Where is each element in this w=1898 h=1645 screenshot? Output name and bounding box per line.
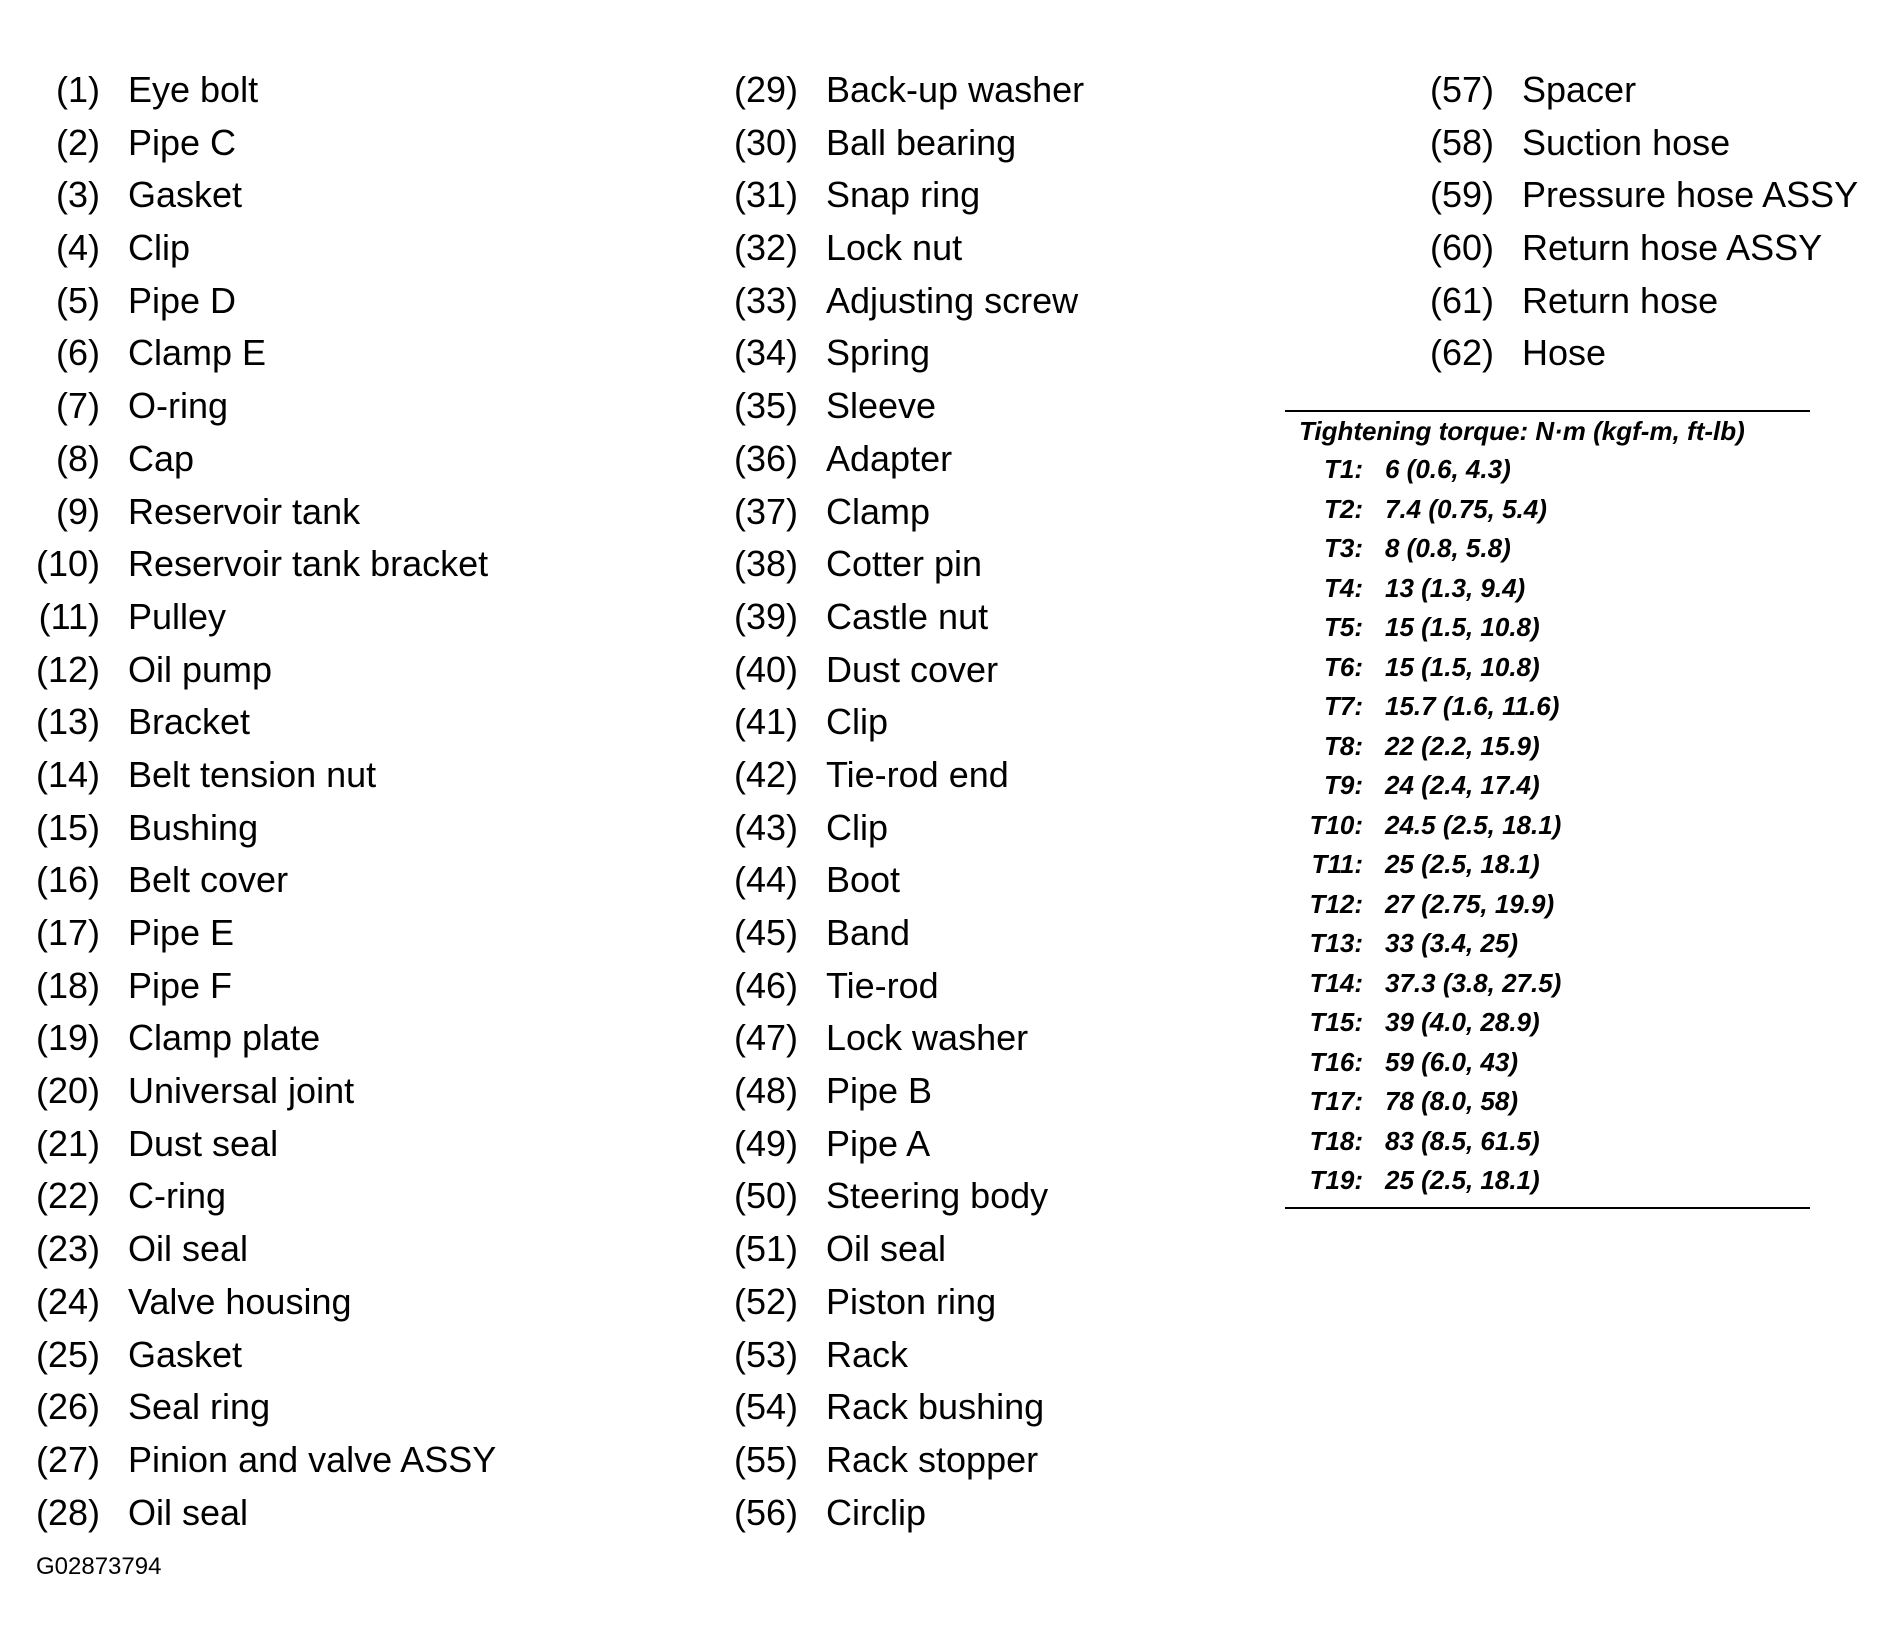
torque-row bbox=[1285, 845, 1810, 885]
part-number: (47) bbox=[733, 1017, 798, 1059]
part-number: (27) bbox=[35, 1438, 100, 1480]
part-row bbox=[30, 1487, 670, 1540]
torque-value: 25 (2.5, 18.1) bbox=[1385, 849, 1540, 879]
part-row bbox=[30, 591, 670, 644]
part-number: (2) bbox=[56, 121, 100, 163]
part-name: Clip bbox=[128, 227, 191, 269]
torque-key: T7: bbox=[1324, 691, 1363, 721]
part-name: Oil seal bbox=[826, 1228, 947, 1270]
torque-row bbox=[1285, 608, 1810, 648]
torque-key: T18: bbox=[1309, 1125, 1363, 1156]
part-row bbox=[1424, 117, 1894, 170]
part-row bbox=[728, 380, 1368, 433]
torque-key: T14: bbox=[1309, 967, 1363, 998]
part-row bbox=[30, 486, 670, 539]
part-number: (40) bbox=[733, 648, 798, 690]
part-name: Cotter pin bbox=[826, 543, 983, 585]
part-name: Sleeve bbox=[826, 385, 937, 427]
part-number: (36) bbox=[733, 437, 798, 479]
part-number: (24) bbox=[35, 1280, 100, 1322]
part-name: Cap bbox=[128, 437, 195, 479]
part-name: C-ring bbox=[128, 1175, 227, 1217]
part-row bbox=[30, 117, 670, 170]
torque-row bbox=[1285, 964, 1810, 1004]
part-name: Pipe B bbox=[826, 1070, 933, 1112]
part-name: Oil seal bbox=[128, 1491, 249, 1533]
part-number: (61) bbox=[1429, 279, 1494, 321]
torque-value: 7.4 (0.75, 5.4) bbox=[1385, 493, 1547, 524]
part-number: (9) bbox=[56, 490, 100, 532]
part-number: (31) bbox=[733, 174, 798, 216]
torque-value: 6 (0.6, 4.3) bbox=[1385, 454, 1511, 484]
part-number: (55) bbox=[733, 1438, 798, 1480]
torque-value: 59 (6.0, 43) bbox=[1385, 1046, 1518, 1077]
torque-row bbox=[1285, 687, 1810, 727]
part-name: Tie-rod bbox=[826, 964, 939, 1006]
torque-value: 22 (2.2, 15.9) bbox=[1385, 730, 1540, 761]
part-name: Snap ring bbox=[826, 174, 981, 216]
part-row bbox=[30, 1118, 670, 1171]
part-name: Oil pump bbox=[128, 648, 273, 690]
part-row bbox=[30, 1434, 670, 1487]
torque-value: 39 (4.0, 28.9) bbox=[1385, 1007, 1540, 1037]
part-number: (29) bbox=[733, 69, 798, 110]
torque-key: T8: bbox=[1324, 730, 1363, 761]
part-number: (37) bbox=[733, 490, 798, 532]
part-name: Pinion and valve ASSY bbox=[128, 1438, 497, 1480]
part-name: Bracket bbox=[128, 701, 251, 743]
part-name: Pipe F bbox=[128, 964, 233, 1006]
part-number: (33) bbox=[733, 279, 798, 321]
torque-value: 33 (3.4, 25) bbox=[1385, 928, 1518, 958]
part-name: Gasket bbox=[128, 174, 243, 216]
part-number: (26) bbox=[35, 1386, 100, 1428]
torque-key: T9: bbox=[1324, 770, 1363, 800]
torque-key: T5: bbox=[1324, 612, 1363, 642]
torque-key: T10: bbox=[1309, 809, 1363, 840]
torque-key: T2: bbox=[1324, 493, 1363, 524]
part-row bbox=[728, 1329, 1368, 1382]
part-name: Circlip bbox=[826, 1491, 927, 1533]
torque-key: T16: bbox=[1309, 1046, 1363, 1077]
torque-value: 83 (8.5, 61.5) bbox=[1385, 1125, 1540, 1156]
part-name: Belt cover bbox=[128, 859, 289, 901]
part-number: (15) bbox=[35, 806, 100, 848]
torque-row bbox=[1285, 1043, 1810, 1083]
part-name: Band bbox=[826, 912, 911, 953]
part-number: (16) bbox=[35, 859, 100, 901]
part-number: (38) bbox=[733, 543, 798, 585]
part-number: (19) bbox=[35, 1017, 100, 1059]
part-name: Adapter bbox=[826, 437, 953, 479]
part-number: (11) bbox=[38, 595, 100, 637]
part-number: (62) bbox=[1429, 332, 1494, 374]
part-name: Dust seal bbox=[128, 1122, 279, 1164]
part-number: (14) bbox=[35, 753, 100, 795]
torque-value: 13 (1.3, 9.4) bbox=[1385, 572, 1526, 603]
part-row bbox=[728, 960, 1368, 1013]
part-number: (59) bbox=[1429, 174, 1494, 216]
part-row bbox=[30, 275, 670, 328]
part-row bbox=[30, 433, 670, 486]
part-row bbox=[728, 1276, 1368, 1329]
torque-row bbox=[1285, 1161, 1810, 1201]
part-row bbox=[728, 1434, 1368, 1487]
torque-key: T1: bbox=[1324, 454, 1363, 484]
part-name: Return hose bbox=[1522, 279, 1719, 321]
torque-row bbox=[1285, 1122, 1810, 1162]
torque-key: T15: bbox=[1309, 1007, 1363, 1037]
part-number: (17) bbox=[35, 912, 100, 953]
torque-row bbox=[1285, 727, 1810, 767]
part-name: Rack bushing bbox=[826, 1386, 1045, 1428]
torque-row bbox=[1285, 529, 1810, 569]
part-name: Ball bearing bbox=[826, 121, 1017, 163]
part-row bbox=[728, 169, 1368, 222]
part-name: Pulley bbox=[128, 595, 227, 637]
part-row bbox=[728, 486, 1368, 539]
part-name: Clip bbox=[826, 701, 889, 743]
torque-key: T19: bbox=[1309, 1165, 1363, 1195]
part-name: Clamp plate bbox=[128, 1017, 321, 1059]
part-row bbox=[30, 538, 670, 591]
part-name: Reservoir tank bbox=[128, 490, 361, 532]
torque-value: 8 (0.8, 5.8) bbox=[1385, 533, 1511, 563]
torque-row bbox=[1285, 1003, 1810, 1043]
part-row bbox=[1424, 64, 1894, 117]
torque-value: 24.5 (2.5, 18.1) bbox=[1385, 809, 1562, 840]
part-number: (50) bbox=[733, 1175, 798, 1217]
part-name: Back-up washer bbox=[826, 69, 1085, 110]
torque-value: 25 (2.5, 18.1) bbox=[1385, 1165, 1540, 1195]
part-number: (12) bbox=[35, 648, 100, 690]
part-name: Rack bbox=[826, 1333, 909, 1375]
torque-value: 15 (1.5, 10.8) bbox=[1385, 612, 1540, 642]
part-row bbox=[728, 327, 1368, 380]
part-name: Dust cover bbox=[826, 648, 999, 690]
part-row bbox=[30, 644, 670, 697]
part-row bbox=[728, 538, 1368, 591]
part-name: Belt tension nut bbox=[128, 753, 377, 795]
part-row bbox=[30, 854, 670, 907]
part-number: (18) bbox=[35, 964, 100, 1006]
part-number: (7) bbox=[56, 385, 100, 427]
part-row bbox=[30, 1276, 670, 1329]
part-number: (22) bbox=[35, 1175, 100, 1217]
part-name: Eye bolt bbox=[128, 69, 259, 110]
figure-id: G02873794 bbox=[36, 1553, 162, 1580]
part-number: (52) bbox=[733, 1280, 798, 1322]
part-row bbox=[30, 380, 670, 433]
part-row bbox=[30, 749, 670, 802]
torque-row bbox=[1285, 885, 1810, 925]
part-number: (49) bbox=[733, 1122, 798, 1164]
torque-key: T17: bbox=[1309, 1086, 1363, 1116]
part-name: Lock washer bbox=[826, 1017, 1029, 1059]
part-row bbox=[30, 1012, 670, 1065]
part-number: (1) bbox=[56, 69, 100, 110]
part-name: Tie-rod end bbox=[826, 753, 1009, 795]
part-name: Pipe D bbox=[128, 279, 237, 321]
part-name: Oil seal bbox=[128, 1228, 249, 1270]
part-row bbox=[728, 696, 1368, 749]
part-number: (30) bbox=[733, 121, 798, 163]
part-row bbox=[728, 275, 1368, 328]
part-row bbox=[728, 1118, 1368, 1171]
part-row bbox=[728, 433, 1368, 486]
part-name: Piston ring bbox=[826, 1280, 997, 1322]
part-number: (25) bbox=[35, 1333, 100, 1375]
part-name: Hose bbox=[1522, 332, 1607, 374]
part-row bbox=[30, 696, 670, 749]
torque-row bbox=[1285, 490, 1810, 530]
part-name: Pressure hose ASSY bbox=[1522, 174, 1859, 216]
torque-table-title: Tightening torque: N·m (kgf-m, ft-lb) bbox=[1299, 416, 1745, 446]
part-row bbox=[30, 802, 670, 855]
part-name: Castle nut bbox=[826, 595, 989, 637]
part-number: (13) bbox=[35, 701, 100, 743]
part-number: (41) bbox=[733, 701, 798, 743]
part-row bbox=[728, 1223, 1368, 1276]
part-name: Pipe E bbox=[128, 912, 235, 953]
part-name: Boot bbox=[826, 859, 901, 901]
part-row bbox=[30, 1381, 670, 1434]
part-row bbox=[30, 222, 670, 275]
part-number: (54) bbox=[733, 1386, 798, 1428]
torque-row bbox=[1285, 1082, 1810, 1122]
part-number: (35) bbox=[733, 385, 798, 427]
part-row bbox=[30, 169, 670, 222]
part-row bbox=[728, 1381, 1368, 1434]
part-row bbox=[30, 1223, 670, 1276]
part-name: Return hose ASSY bbox=[1522, 227, 1823, 269]
part-row bbox=[728, 854, 1368, 907]
part-name: Clamp bbox=[826, 490, 931, 532]
parts-column-1 bbox=[30, 64, 670, 1539]
torque-row bbox=[1285, 924, 1810, 964]
part-name: Pipe C bbox=[128, 121, 237, 163]
part-name: O-ring bbox=[128, 385, 229, 427]
part-number: (28) bbox=[35, 1491, 100, 1533]
torque-key: T4: bbox=[1324, 572, 1363, 603]
part-row bbox=[728, 222, 1368, 275]
part-name: Suction hose bbox=[1522, 121, 1731, 163]
parts-column-2 bbox=[728, 64, 1368, 1539]
parts-column-3 bbox=[1424, 64, 1894, 380]
part-row bbox=[1424, 327, 1894, 380]
part-row bbox=[30, 960, 670, 1013]
part-number: (3) bbox=[56, 174, 100, 216]
part-row bbox=[30, 1329, 670, 1382]
torque-key: T12: bbox=[1309, 888, 1363, 919]
part-row bbox=[728, 1012, 1368, 1065]
part-number: (45) bbox=[733, 912, 798, 953]
torque-table bbox=[1285, 410, 1810, 1209]
torque-value: 24 (2.4, 17.4) bbox=[1385, 770, 1540, 800]
part-row bbox=[728, 802, 1368, 855]
part-row bbox=[728, 749, 1368, 802]
part-row bbox=[728, 117, 1368, 170]
torque-key: T11: bbox=[1311, 849, 1363, 879]
part-name: Universal joint bbox=[128, 1070, 355, 1112]
torque-key: T3: bbox=[1324, 533, 1363, 563]
part-number: (42) bbox=[733, 753, 798, 795]
part-name: Valve housing bbox=[128, 1280, 352, 1322]
part-row bbox=[30, 64, 670, 117]
part-row bbox=[728, 1170, 1368, 1223]
part-number: (5) bbox=[56, 279, 100, 321]
part-number: (46) bbox=[733, 964, 798, 1006]
part-row bbox=[728, 591, 1368, 644]
torque-key: T6: bbox=[1324, 651, 1363, 682]
torque-value: 78 (8.0, 58) bbox=[1385, 1086, 1518, 1116]
part-name: Rack stopper bbox=[826, 1438, 1039, 1480]
torque-value: 15 (1.5, 10.8) bbox=[1385, 651, 1540, 682]
part-number: (6) bbox=[56, 332, 100, 374]
torque-value: 15.7 (1.6, 11.6) bbox=[1385, 691, 1560, 721]
part-number: (20) bbox=[35, 1070, 100, 1112]
part-number: (60) bbox=[1429, 227, 1494, 269]
part-number: (32) bbox=[733, 227, 798, 269]
part-name: Clamp E bbox=[128, 332, 267, 374]
torque-row bbox=[1285, 766, 1810, 806]
part-number: (53) bbox=[733, 1333, 798, 1375]
torque-row bbox=[1285, 806, 1810, 846]
part-name: Bushing bbox=[128, 806, 259, 848]
part-row bbox=[728, 907, 1368, 960]
part-number: (58) bbox=[1429, 121, 1494, 163]
part-name: Adjusting screw bbox=[826, 279, 1079, 321]
part-number: (48) bbox=[733, 1070, 798, 1112]
part-number: (34) bbox=[733, 332, 798, 374]
part-name: Steering body bbox=[826, 1175, 1049, 1217]
part-row bbox=[30, 1170, 670, 1223]
part-row bbox=[728, 644, 1368, 697]
part-row bbox=[1424, 222, 1894, 275]
part-name: Pipe A bbox=[826, 1122, 931, 1164]
part-number: (57) bbox=[1429, 69, 1494, 110]
torque-value: 37.3 (3.8, 27.5) bbox=[1385, 967, 1562, 998]
part-number: (44) bbox=[733, 859, 798, 901]
part-row bbox=[728, 64, 1368, 117]
part-row bbox=[1424, 275, 1894, 328]
part-number: (4) bbox=[56, 227, 100, 269]
part-row bbox=[30, 907, 670, 960]
part-number: (10) bbox=[35, 543, 100, 585]
torque-rows bbox=[1285, 450, 1810, 1201]
part-name: Lock nut bbox=[826, 227, 963, 269]
part-name: Seal ring bbox=[128, 1386, 271, 1428]
part-number: (43) bbox=[733, 806, 798, 848]
part-row bbox=[728, 1487, 1368, 1540]
part-number: (39) bbox=[733, 595, 798, 637]
torque-row bbox=[1285, 569, 1810, 609]
part-row bbox=[1424, 169, 1894, 222]
part-row bbox=[728, 1065, 1368, 1118]
part-name: Clip bbox=[826, 806, 889, 848]
part-number: (23) bbox=[35, 1228, 100, 1270]
torque-row bbox=[1285, 450, 1810, 490]
part-name: Spring bbox=[826, 332, 931, 374]
torque-value: 27 (2.75, 19.9) bbox=[1385, 888, 1555, 919]
part-number: (56) bbox=[733, 1491, 798, 1533]
part-number: (8) bbox=[56, 437, 100, 479]
torque-key: T13: bbox=[1309, 928, 1363, 958]
part-number: (51) bbox=[733, 1228, 798, 1270]
part-row bbox=[30, 1065, 670, 1118]
part-row bbox=[30, 327, 670, 380]
part-number: (21) bbox=[35, 1122, 100, 1164]
part-name: Gasket bbox=[128, 1333, 243, 1375]
torque-row bbox=[1285, 648, 1810, 688]
part-name: Reservoir tank bracket bbox=[128, 543, 489, 585]
part-name: Spacer bbox=[1522, 69, 1637, 110]
